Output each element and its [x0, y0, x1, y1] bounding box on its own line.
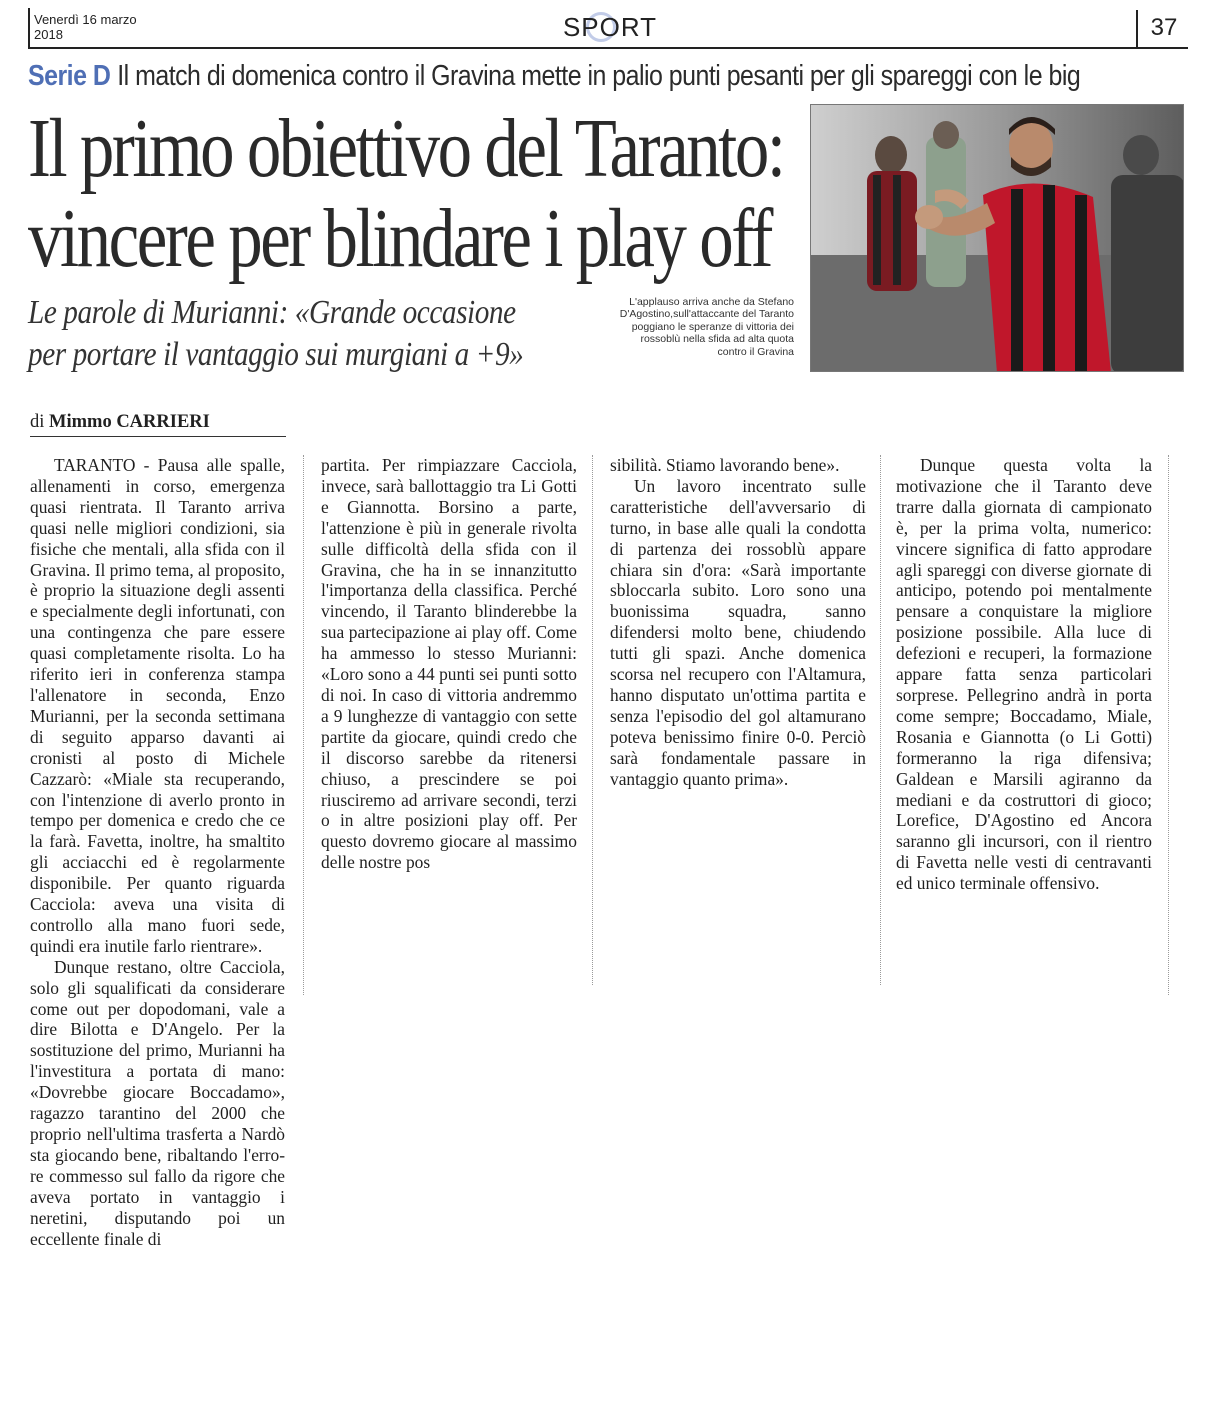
column-divider-1: [303, 455, 304, 995]
issue-date-day: Venerdì 16 marzo: [34, 12, 137, 27]
section-name: SPORT: [562, 12, 658, 42]
subheadline-line-2: per portare il vantaggio sui murgiani a +9»: [28, 336, 524, 373]
article-column-1: [30, 455, 285, 1249]
article-paragraph: Dunque questa volta la motivazione che il Taranto deve trarre dalla giornata di campionato è, per la prima volta, numerico: vincere significa di fatto approdare agli spareggi con diverse giornate di anticipo, potendo poi mentalmente pensare a conquistare la migliore posizione possibile. Alla luce di defezioni e recuperi, la formazione appare fatta senza particolari sorprese. Pellegrino andrà in porta come sempre; Boccadamo, Miale, Rosania e Giannotta (o Li Gotti) formeranno la riga difensiva; Galdean e Marsili agiranno da mediani e da costruttori di gioco; Lorefice, D'Agostino ed Ancora saranno gli incursori, con il rientro di Favetta nelle vesti di centravanti ed unico terminale offensivo.: [896, 455, 1152, 894]
page-number: 37: [1150, 14, 1178, 41]
subheadline: [28, 292, 561, 376]
byline: [30, 412, 286, 433]
issue-date: [34, 12, 194, 42]
page-number-rule: [1136, 10, 1138, 48]
player-photo: [810, 104, 1184, 372]
kicker: [28, 60, 1081, 93]
byline-rule: [30, 436, 286, 437]
article-column-2: [321, 455, 577, 873]
kicker-tag: Serie D: [28, 60, 111, 92]
column-divider-2: [592, 455, 593, 985]
byline-prefix: di: [30, 412, 45, 432]
issue-date-year: 2018: [34, 27, 63, 42]
article-paragraph: sibilità. Stiamo lavorando bene».: [610, 455, 840, 475]
header-bottom-rule: [28, 47, 1188, 49]
byline-author: Mimmo CARRIERI: [49, 412, 210, 432]
article-column-4: [896, 455, 1152, 894]
kicker-text: Il match di domenica contro il Gravina mette in palio punti pesanti per gli spareggi con le big: [117, 60, 1081, 92]
headline-line-1: Il primo obiettivo del Taranto:: [28, 102, 784, 195]
article-paragraph: Dunque restano, oltre Cacciola, solo gli squalificati da considerare come out per dopodomani, vale a dire Bilotta e D'Angelo. Per la sostituzione del primo, Murianni ha l'investitura a portata di mano: «Dovrebbe giocare Boccadamo», ragazzo tarantino del 2000 che proprio nell'ultima trasferta a Nardò sta giocando bene, ribaltando l'errore commesso sul fallo da rigore che aveva portato in vantaggio i neretini, disputando poi un eccellente finale di: [30, 956, 285, 1249]
player-photo-illustration: [811, 105, 1184, 372]
article-paragraph: partita. Per rimpiazzare Cacciola, invece, sarà ballottaggio tra Li Gotti e Giannotta. Borsino a parte, l'attenzione è più in generale rivolta sulle difficoltà della sfida con il Gravina, che ha in se innanzitutto l'importanza della classifica. Perché vincendo, il Taranto blinderebbe la sua partecipazione ai play off. Come ha ammesso lo stesso Murianni: «Loro sono a 44 punti sei punti sotto di noi. In caso di vittoria andremmo a 9 lunghezze di vantaggio con sette partite da giocare, quindi credo che il discorso sarebbe da ritenersi chiuso, a prescindere se poi riusciremo ad arrivare secondi, terzi o in altre posizioni play off. Per questo dovremo giocare al massimo delle nostre pos: [321, 455, 577, 873]
article-paragraph: Un lavoro incentrato sulle caratteristiche dell'avversario di turno, in base alle quali la condotta di partenza dei rossoblù appare chiara sin d'ora: «Sarà importante sbloccarla subito. Loro sono una buonissima squadra, sanno difendersi molto bene, chiudendo tutti gli spazi. Anche domenica scorsa nel recupero con l'Altamura, hanno disputato un'ottima partita e senza l'episodio del gol altamurano poteva benissimo finire 0-0. Perciò sarà fondamentale passare in vantaggio quanto prima».: [610, 475, 866, 789]
subheadline-line-1: Le parole di Murianni: «Grande occasione: [28, 294, 516, 331]
column-divider-3: [880, 455, 881, 985]
headline: [28, 102, 784, 285]
photo-caption: L'applauso arriva anche da Stefano D'Agostino,sull'attaccante del Taranto poggiano le speranze di vittoria dei rossoblù nella sfida ad alta quota contro il Gravina: [619, 296, 794, 358]
column-divider-4: [1168, 455, 1169, 995]
header-left-rule: [28, 8, 30, 48]
headline-line-2: vincere per blindare i play off: [28, 192, 771, 285]
article-paragraph: TARANTO - Pausa alle spalle, allenamenti in corso, emergenza quasi rientrata. Il Taranto arriva quasi nelle migliori condizioni, sia fisiche che mentali, alla sfida con il Gravina. Il primo tema, al proposito, è proprio la situazione degli assenti e specialmente degli infortunati, con una contingenza che pare essere quasi completamente risolta. Lo ha riferito ieri in conferenza stampa l'allenatore in seconda, Enzo Murianni, per la seconda settimana di seguito apparso davanti ai cronisti al posto di Michele Cazzarò: «Miale sta recuperando, con l'intenzione di averlo pronto in tempo per domenica e credo che ce la farà. Favetta, inoltre, ha smaltito gli acciacchi ed è regolarmente disponibile. Per quanto riguarda Cacciola: aveva una visita di controllo alla mano fuori sede, quindi era inutile farlo rientrare».: [30, 455, 286, 956]
article-column-3: [610, 455, 866, 790]
